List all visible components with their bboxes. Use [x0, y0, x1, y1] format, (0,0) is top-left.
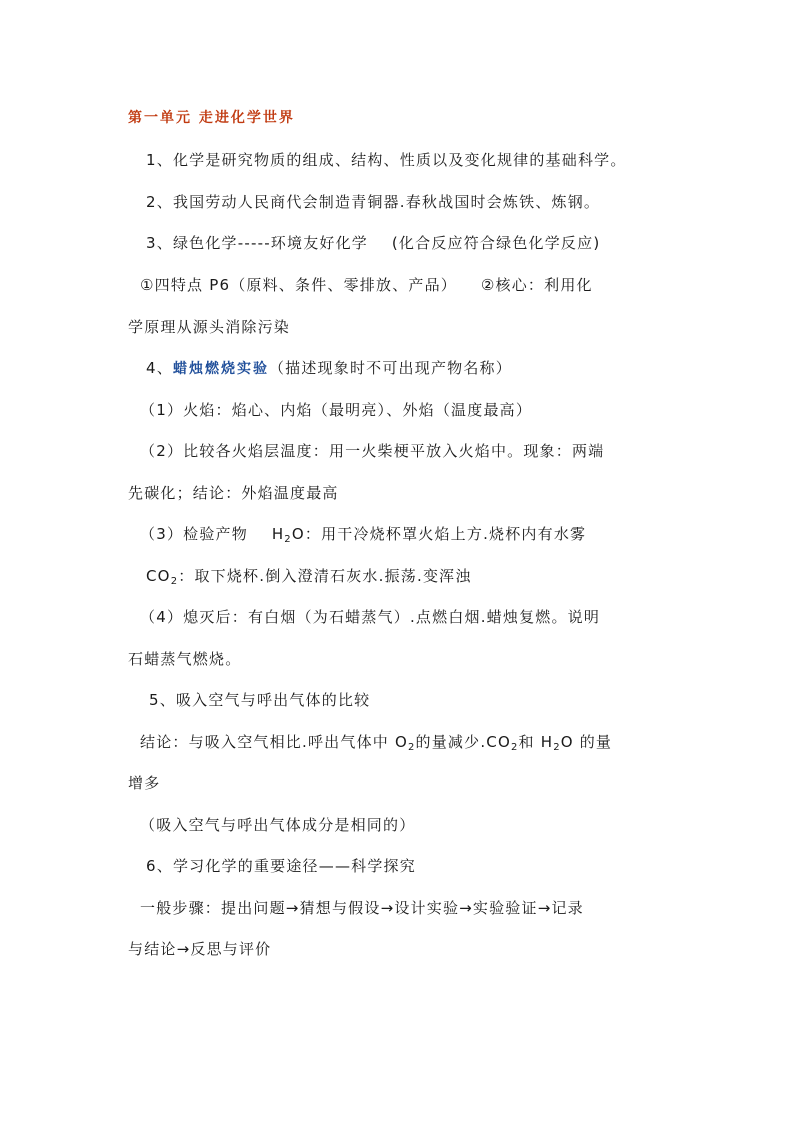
- item-6-steps: 一般步骤：提出问题→猜想与假设→设计实验→实验验证→记录: [140, 899, 584, 917]
- co2-label: CO: [146, 567, 171, 585]
- item-4-4: （4）熄灭后：有白烟（为石蜡蒸气）.点燃白烟.蜡烛复燃。说明: [140, 608, 601, 626]
- candle-experiment-heading: 蜡烛燃烧实验: [172, 361, 269, 377]
- item-4-note: （描述现象时不可出现产物名称）: [268, 359, 512, 377]
- item-3-features-cont: 学原理从源头消除污染: [128, 318, 291, 336]
- conclusion-part-2: 的量减少.CO: [415, 733, 511, 751]
- item-4-2: （2）比较各火焰层温度：用一火柴梗平放入火焰中。现象：两端: [140, 442, 605, 460]
- item-5: 5、吸入空气与呼出气体的比较: [149, 691, 371, 709]
- item-4-1: （1）火焰：焰心、内焰（最明亮）、外焰（温度最高）: [140, 401, 533, 419]
- item-4-3-pre: （3）检验产物 H: [140, 525, 285, 543]
- item-4-3-post: O：用干冷烧杯罩火焰上方.烧杯内有水雾: [291, 525, 587, 543]
- subscript: 2: [407, 742, 416, 753]
- subscript: 2: [170, 576, 179, 587]
- subscript: 2: [510, 742, 519, 753]
- co2-test: ：取下烧杯.倒入澄清石灰水.振荡.变浑浊: [178, 567, 472, 585]
- item-5-conclusion: [140, 732, 680, 752]
- item-4-2-cont: 先碳化；结论：外焰温度最高: [128, 484, 339, 502]
- item-4: [146, 358, 686, 379]
- conclusion-part-4: O 的量: [560, 733, 613, 751]
- item-4-3: [140, 524, 680, 544]
- unit-title: 第一单元 走进化学世界: [128, 110, 295, 126]
- item-1: 1、化学是研究物质的组成、结构、性质以及变化规律的基础科学。: [146, 151, 627, 169]
- subscript: 2: [553, 742, 561, 753]
- item-3: 3、绿色化学-----环境友好化学 (化合反应符合绿色化学反应): [146, 234, 601, 252]
- item-2: 2、我国劳动人民商代会制造青铜器.春秋战国时会炼铁、炼钢。: [146, 193, 601, 211]
- item-4-4-cont: 石蜡蒸气燃烧。: [128, 650, 242, 668]
- item-4-number: 4、: [146, 359, 173, 377]
- item-5-conclusion-cont: 增多: [128, 774, 161, 792]
- item-3-features: ①四特点 P6（原料、条件、零排放、产品） ②核心：利用化: [140, 276, 593, 294]
- conclusion-part-3: 和 H: [518, 733, 554, 751]
- item-5-note: （吸入空气与呼出气体成分是相同的）: [140, 816, 416, 834]
- item-6: 6、学习化学的重要途径——科学探究: [146, 857, 416, 875]
- subscript: 2: [284, 534, 292, 545]
- conclusion-part-1: 结论：与吸入空气相比.呼出气体中 O: [140, 733, 408, 751]
- item-4-3-co2: [146, 566, 686, 586]
- item-6-steps-cont: 与结论→反思与评价: [128, 940, 272, 958]
